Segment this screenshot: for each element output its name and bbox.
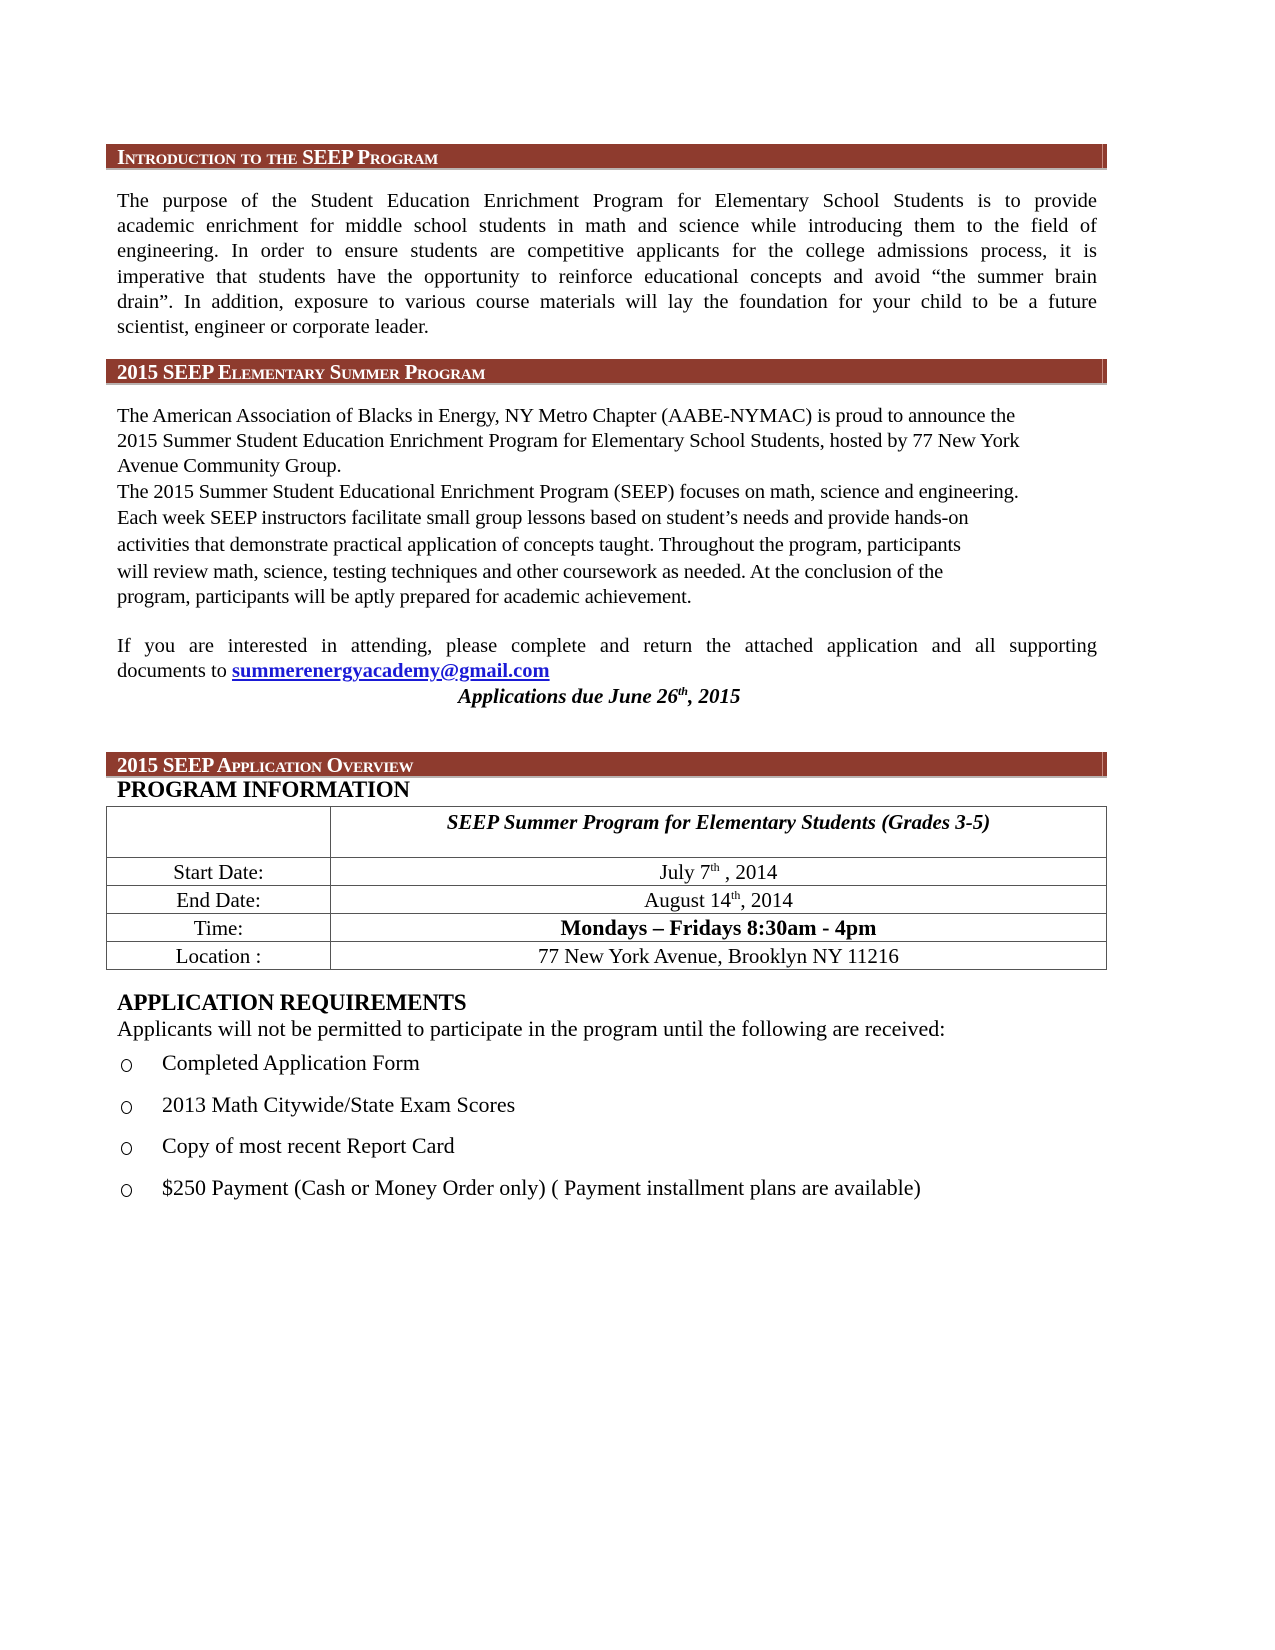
text-line: will review math, science, testing techniques and other coursework as needed. At the conclusion of the xyxy=(117,560,944,583)
row-value xyxy=(331,858,1107,886)
text-line: 2015 Summer Student Education Enrichment Program for Elementary School Students, hosted by 77 New York xyxy=(117,430,1020,453)
circle-bullet-icon xyxy=(121,1101,132,1114)
requirement-item xyxy=(117,1050,420,1076)
text-line: scientist, engineer or corporate leader. xyxy=(117,316,429,339)
text-line: If you are interested in attending, please complete and return the attached application and all supporting xyxy=(117,635,1097,657)
requirement-item xyxy=(117,1092,515,1118)
application-requirements-heading: APPLICATION REQUIREMENTS xyxy=(117,990,467,1015)
text-prefix: documents to xyxy=(117,660,233,683)
value-sup: th xyxy=(731,887,741,902)
interest-paragraph xyxy=(117,634,1097,684)
value-text: , 2014 xyxy=(719,859,778,884)
due-sup: th xyxy=(677,684,688,698)
row-value xyxy=(331,886,1107,914)
due-prefix: Applications due June 26 xyxy=(458,684,678,708)
email-link[interactable]: summerenergyacademy@gmail.com xyxy=(232,660,550,683)
announcement-paragraph xyxy=(117,404,1097,610)
section-title: 2015 SEEP Application Overview xyxy=(117,753,414,777)
row-label: Location : xyxy=(107,942,331,970)
requirement-text: 2013 Math Citywide/State Exam Scores xyxy=(162,1092,516,1117)
row-label: Time: xyxy=(107,914,331,942)
table-header-row xyxy=(107,807,1107,858)
row-value: Mondays – Fridays 8:30am - 4pm xyxy=(331,914,1107,942)
section-header-overview xyxy=(106,752,1107,778)
text-line: Avenue Community Group. xyxy=(117,455,342,478)
requirements-intro: Applicants will not be permitted to participate in the program until the following are received: xyxy=(117,1016,946,1041)
section-title: 2015 SEEP Elementary Summer Program xyxy=(117,360,486,384)
section-title: Introduction to the SEEP Program xyxy=(117,145,439,169)
text-line: drain”. In addition, exposure to various course materials will lay the foundation for your child to be a future xyxy=(117,290,1097,313)
row-label: End Date: xyxy=(107,886,331,914)
circle-bullet-icon xyxy=(121,1059,132,1072)
due-suffix: , 2015 xyxy=(687,684,741,708)
text-line: imperative that students have the opportunity to reinforce educational concepts and avoid “the summer brain xyxy=(117,265,1097,288)
requirement-item xyxy=(117,1175,921,1201)
text-line: Each week SEEP instructors facilitate small group lessons based on student’s needs and provide hands-on xyxy=(117,506,969,529)
text-line: The American Association of Blacks in Energy, NY Metro Chapter (AABE-NYMAC) is proud to announce the xyxy=(117,405,1016,427)
requirement-item xyxy=(117,1133,455,1159)
table-row-start-date xyxy=(107,858,1107,886)
requirement-text: Completed Application Form xyxy=(162,1050,420,1075)
table-row-end-date xyxy=(107,886,1107,914)
table-header-title: SEEP Summer Program for Elementary Students (Grades 3-5) xyxy=(331,807,1107,858)
requirement-text: $250 Payment (Cash or Money Order only) ( Payment installment plans are available) xyxy=(162,1175,921,1200)
text-line: activities that demonstrate practical application of concepts taught. Throughout the program, participants xyxy=(117,533,961,556)
table-row-time xyxy=(107,914,1107,942)
value-text: August 14 xyxy=(644,887,732,912)
circle-bullet-icon xyxy=(121,1142,132,1155)
text-line: program, participants will be aptly prepared for academic achievement. xyxy=(117,585,692,608)
value-text: , 2014 xyxy=(740,887,793,912)
value-sup: th xyxy=(710,859,720,874)
program-information-heading: PROGRAM INFORMATION xyxy=(117,777,410,802)
circle-bullet-icon xyxy=(121,1184,132,1197)
section-header-intro xyxy=(106,144,1107,170)
row-value: 77 New York Avenue, Brooklyn NY 11216 xyxy=(331,942,1107,970)
text-line: The 2015 Summer Student Educational Enrichment Program (SEEP) focuses on math, science and engineering. xyxy=(117,480,1019,503)
table-row-location xyxy=(107,942,1107,970)
program-info-table xyxy=(106,806,1107,970)
value-text: July 7 xyxy=(659,859,711,884)
intro-paragraph xyxy=(117,189,1097,340)
text-line: engineering. In order to ensure students are competitive applicants for the college admissions process, it is xyxy=(117,240,1097,263)
text-line xyxy=(117,659,1097,684)
section-header-summer-program xyxy=(106,359,1107,385)
row-label: Start Date: xyxy=(107,858,331,886)
text-line: The purpose of the Student Education Enrichment Program for Elementary School Students is to provide xyxy=(117,190,1097,212)
text-line: academic enrichment for middle school students in math and science while introducing them to the field of xyxy=(117,215,1097,238)
requirement-text: Copy of most recent Report Card xyxy=(162,1133,455,1158)
table-cell-empty xyxy=(107,807,331,858)
